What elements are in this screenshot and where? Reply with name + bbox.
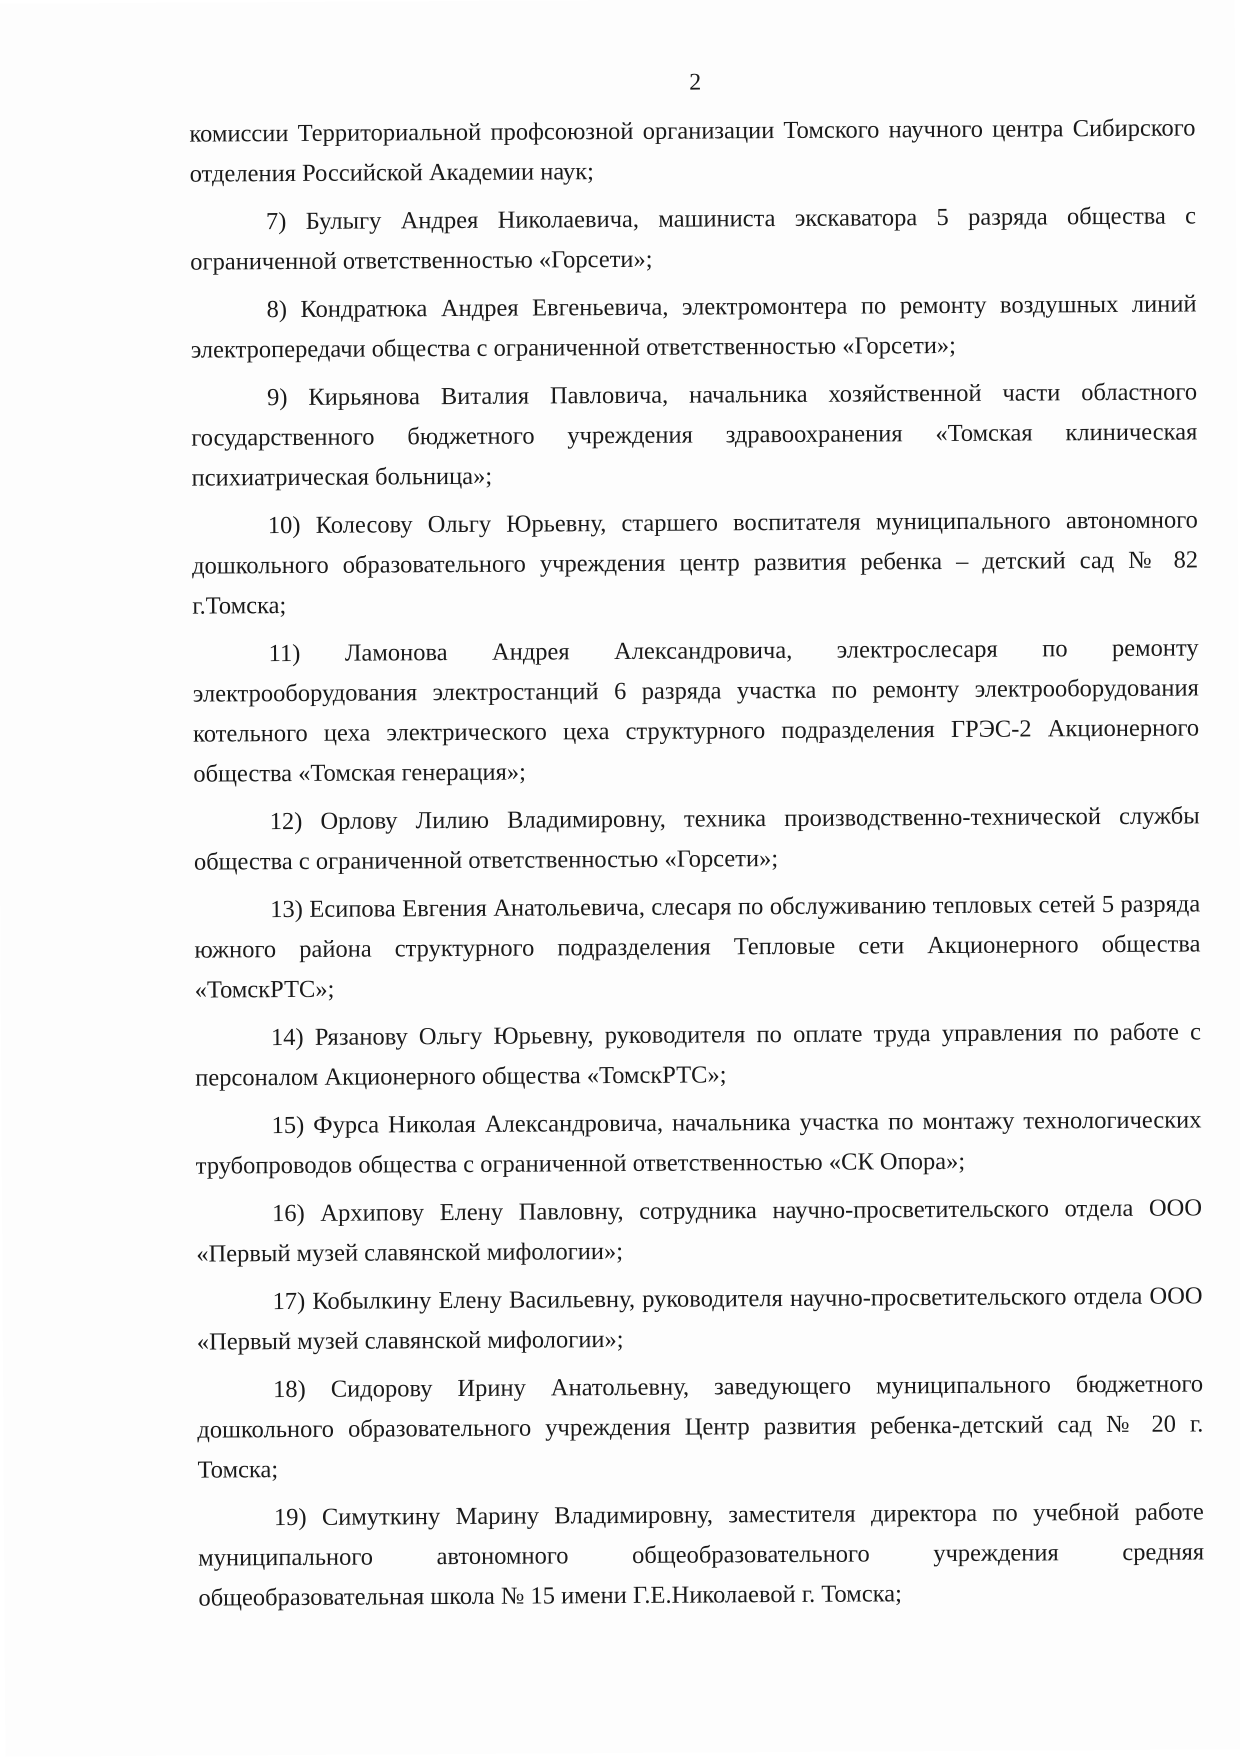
list-item-17: 17) Кобылкину Елену Васильевну, руководителя научно-просветительского отдела ООО «Первый музей славянской мифологии»; (196, 1282, 1203, 1356)
list-item-11: 11) Ламонова Андрея Александровича, электрослесаря по ремонту электрооборудования электростанций 6 разряда участка по ремонту электрооборудования котельного цеха электрического цеха структурного подразделения ГРЭС-2 Акционерного общества «Томская генерация»; (192, 634, 1200, 788)
list-item-9: 9) Кирьянова Виталия Павловича, начальника хозяйственной части областного государственного бюджетного учреждения здравоохранения «Томская клиническая психиатрическая больница»; (191, 378, 1198, 492)
document-body (189, 108, 1204, 1626)
page-number: 2 (689, 69, 702, 96)
list-item-15: 15) Фурса Николая Александровича, начальника участка по монтажу технологических трубопроводов общества с ограниченной ответственностью «СК Опора»; (195, 1106, 1202, 1180)
list-item-8: 8) Кондратюка Андрея Евгеньевича, электромонтера по ремонту воздушных линий электропередачи общества с ограниченной ответственностью «Горсети»; (190, 290, 1197, 364)
list-item-12: 12) Орлову Лилию Владимировну, техника производственно-технической службы общества с ограниченной ответственностью «Горсети»; (193, 802, 1200, 876)
list-item-14: 14) Рязанову Ольгу Юрьевну, руководителя по оплате труда управления по работе с персоналом Акционерного общества «ТомскРТС»; (195, 1018, 1202, 1092)
list-item-19: 19) Симуткину Марину Владимировну, заместителя директора по учебной работе муниципального автономного общеобразовательного учреждения средняя общеобразовательная школа № 15 имени Г.Е.Николаевой г. Томска; (198, 1498, 1205, 1612)
list-item-18: 18) Сидорову Ирину Анатольевну, заведующего муниципального бюджетного дошкольного образовательного учреждения Центр развития ребенка-детский сад № 20 г. Томска; (197, 1370, 1204, 1484)
list-item-10: 10) Колесову Ольгу Юрьевну, старшего воспитателя муниципального автономного дошкольного образовательного учреждения центр развития ребенка – детский сад № 82 г.Томска; (192, 506, 1199, 620)
paragraph-continuation: комиссии Территориальной профсоюзной организации Томского научного центра Сибирского отделения Российской Академии наук; (189, 114, 1196, 188)
list-item-13: 13) Есипова Евгения Анатольевича, слесаря по обслуживанию тепловых сетей 5 разряда южного района структурного подразделения Тепловые сети Акционерного общества «ТомскРТС»; (194, 890, 1201, 1004)
list-item-7: 7) Булыгу Андрея Николаевича, машиниста экскаватора 5 разряда общества с ограниченной ответственностью «Горсети»; (190, 202, 1197, 276)
list-item-16: 16) Архипову Елену Павловну, сотрудника научно-просветительского отдела ООО «Первый музей славянской мифологии»; (196, 1194, 1203, 1268)
